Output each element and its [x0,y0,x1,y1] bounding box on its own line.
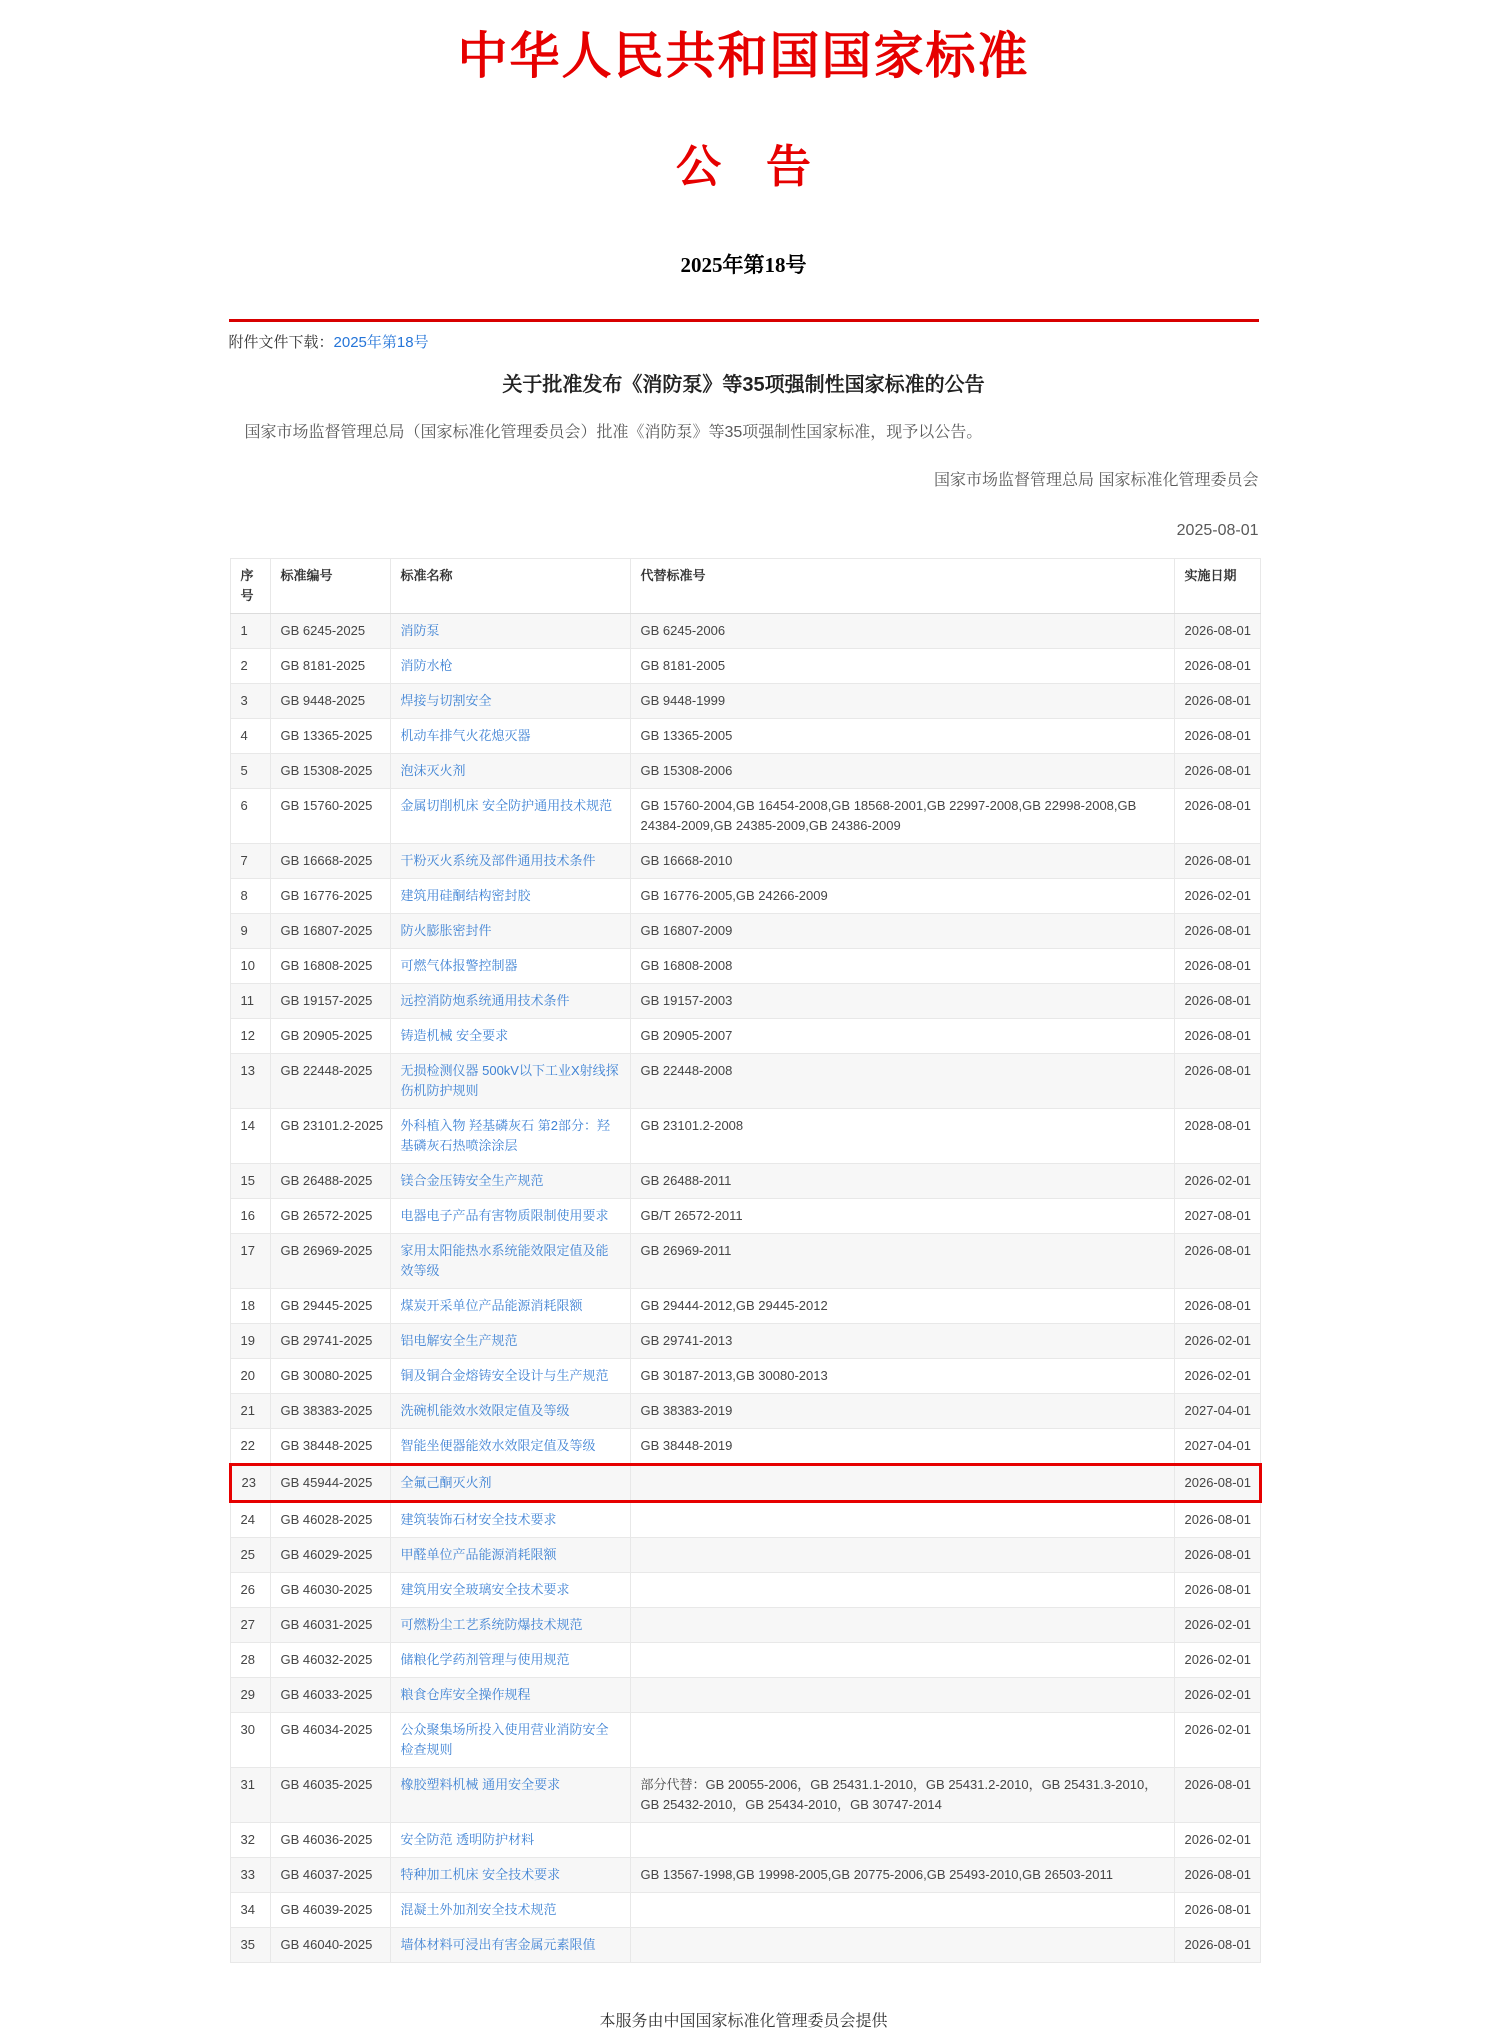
cell-implementation-date: 2027-04-01 [1174,1394,1260,1429]
cell-standard-name [390,614,630,649]
cell-seq: 7 [230,844,270,879]
cell-seq: 5 [230,754,270,789]
cell-implementation-date: 2026-02-01 [1174,1643,1260,1678]
cell-seq: 15 [230,1164,270,1199]
cell-replaced-standards: GB 16807-2009 [630,914,1174,949]
standard-name-link[interactable]: 防火膨胀密封件 [400,923,492,938]
cell-standard-code: GB 46033-2025 [270,1678,390,1713]
notice-heading: 关于批准发布《消防泵》等35项强制性国家标准的公告 [502,374,985,396]
table-row [230,1429,1260,1465]
cell-replaced-standards: GB 16668-2010 [630,844,1174,879]
cell-implementation-date: 2026-08-01 [1174,1502,1260,1538]
cell-standard-code: GB 16807-2025 [270,914,390,949]
standard-name-link[interactable]: 铸造机械 安全要求 [400,1028,509,1043]
cell-standard-code: GB 19157-2025 [270,984,390,1019]
cell-implementation-date: 2026-08-01 [1174,1465,1260,1502]
standard-name-link[interactable]: 无损检测仪器 500kV以下工业X射线探伤机防护规则 [400,1063,619,1098]
cell-replaced-standards: GB 9448-1999 [630,684,1174,719]
cell-standard-name [390,1465,630,1502]
cell-replaced-standards: GB 13365-2005 [630,719,1174,754]
cell-replaced-standards [630,1573,1174,1608]
cell-implementation-date: 2026-08-01 [1174,1054,1260,1109]
standard-name-link[interactable]: 橡胶塑料机械 通用安全要求 [400,1777,561,1792]
cell-replaced-standards: GB 29444-2012,GB 29445-2012 [630,1289,1174,1324]
cell-standard-code: GB 30080-2025 [270,1359,390,1394]
column-header-0: 序号 [230,559,270,614]
cell-seq: 17 [230,1234,270,1289]
cell-implementation-date: 2026-02-01 [1174,1678,1260,1713]
cell-seq: 2 [230,649,270,684]
cell-standard-name [390,1608,630,1643]
cell-seq: 20 [230,1359,270,1394]
standard-name-link[interactable]: 机动车排气火花熄灭器 [400,728,531,743]
cell-standard-name [390,649,630,684]
cell-standard-code: GB 9448-2025 [270,684,390,719]
cell-replaced-standards: 部分代替：GB 20055-2006，GB 25431.1-2010，GB 25431.2-2010，GB 25431.3-2010，GB 25432-2010，GB 25434-2010，GB 30747-2014 [630,1768,1174,1823]
cell-replaced-standards [630,1678,1174,1713]
cell-standard-name [390,844,630,879]
cell-standard-name [390,1768,630,1823]
attachment-download-line [229,333,1259,352]
cell-replaced-standards: GB 13567-1998,GB 19998-2005,GB 20775-2006,GB 25493-2010,GB 26503-2011 [630,1858,1174,1893]
cell-seq: 3 [230,684,270,719]
cell-replaced-standards [630,1465,1174,1502]
cell-implementation-date: 2027-04-01 [1174,1429,1260,1465]
attachment-label: 附件文件下载： [228,334,334,351]
cell-standard-code: GB 15760-2025 [270,789,390,844]
column-header-2: 标准名称 [390,559,630,614]
cell-standard-code: GB 15308-2025 [270,754,390,789]
cell-replaced-standards: GB 38383-2019 [630,1394,1174,1429]
announcement-page [229,0,1259,2033]
cell-seq: 34 [230,1893,270,1928]
standard-name-link[interactable]: 家用太阳能热水系统能效限定值及能效等级 [400,1243,609,1278]
table-row [230,1359,1260,1394]
cell-implementation-date: 2026-08-01 [1174,1573,1260,1608]
cell-standard-name [390,1234,630,1289]
table-row [230,789,1260,844]
cell-replaced-standards [630,1928,1174,1963]
cell-replaced-standards: GB 23101.2-2008 [630,1109,1174,1164]
table-row [230,879,1260,914]
cell-seq: 14 [230,1109,270,1164]
table-row-highlighted [230,1465,1260,1502]
table-row [230,754,1260,789]
cell-seq: 33 [230,1858,270,1893]
cell-implementation-date: 2026-08-01 [1174,949,1260,984]
announcement-date: 2025-08-01 [1176,522,1259,539]
table-row [230,1858,1260,1893]
cell-seq: 27 [230,1608,270,1643]
cell-standard-name [390,1573,630,1608]
cell-replaced-standards: GB 16808-2008 [630,949,1174,984]
table-row [230,1538,1260,1573]
table-row [230,1054,1260,1109]
cell-replaced-standards: GB 19157-2003 [630,984,1174,1019]
cell-implementation-date: 2026-02-01 [1174,1324,1260,1359]
cell-standard-code: GB 46035-2025 [270,1768,390,1823]
cell-standard-name [390,1019,630,1054]
cell-standard-name [390,1893,630,1928]
standard-name-link[interactable]: 焊接与切割安全 [400,693,492,708]
cell-standard-code: GB 22448-2025 [270,1054,390,1109]
standards-table [229,558,1262,1963]
cell-seq: 32 [230,1823,270,1858]
cell-replaced-standards: GB 22448-2008 [630,1054,1174,1109]
table-row [230,614,1260,649]
cell-standard-code: GB 46040-2025 [270,1928,390,1963]
cell-implementation-date: 2026-08-01 [1174,1928,1260,1963]
standard-name-link[interactable]: 全氟己酮灭火剂 [400,1475,492,1490]
standard-name-link[interactable]: 公众聚集场所投入使用营业消防安全检查规则 [400,1722,609,1757]
cell-replaced-standards: GB 6245-2006 [630,614,1174,649]
table-row [230,1893,1260,1928]
notice-body: 国家市场监督管理总局（国家标准化管理委员会）批准《消防泵》等35项强制性国家标准，现予以公告。 [244,424,983,441]
cell-implementation-date: 2026-08-01 [1174,789,1260,844]
cell-standard-code: GB 46039-2025 [270,1893,390,1928]
cell-seq: 10 [230,949,270,984]
cell-seq: 23 [230,1465,270,1502]
table-row [230,914,1260,949]
cell-seq: 21 [230,1394,270,1429]
cell-implementation-date: 2026-08-01 [1174,754,1260,789]
cell-implementation-date: 2026-08-01 [1174,1858,1260,1893]
standard-name-link[interactable]: 可燃粉尘工艺系统防爆技术规范 [400,1617,583,1632]
cell-implementation-date: 2026-08-01 [1174,1538,1260,1573]
table-row [230,949,1260,984]
cell-standard-name [390,1713,630,1768]
standard-name-link[interactable]: 混凝土外加剂安全技术规范 [400,1902,557,1917]
cell-implementation-date: 2026-08-01 [1174,614,1260,649]
table-row [230,1234,1260,1289]
table-row [230,1109,1260,1164]
cell-standard-name [390,1429,630,1465]
cell-standard-name [390,1054,630,1109]
column-header-1: 标准编号 [270,559,390,614]
cell-replaced-standards [630,1608,1174,1643]
table-row [230,1608,1260,1643]
cell-replaced-standards [630,1538,1174,1573]
table-row [230,1502,1260,1538]
table-row [230,1324,1260,1359]
cell-standard-code: GB 46029-2025 [270,1538,390,1573]
cell-standard-name [390,1109,630,1164]
attachment-link[interactable]: 2025年第18号 [333,334,429,351]
cell-standard-name [390,879,630,914]
cell-standard-code: GB 46028-2025 [270,1502,390,1538]
standard-name-link[interactable]: 干粉灭火系统及部件通用技术条件 [400,853,596,868]
cell-standard-code: GB 46032-2025 [270,1643,390,1678]
cell-standard-name [390,1289,630,1324]
cell-replaced-standards: GB 20905-2007 [630,1019,1174,1054]
standard-name-link[interactable]: 甲醛单位产品能源消耗限额 [400,1547,557,1562]
standard-name-link[interactable]: 粮食仓库安全操作规程 [400,1687,531,1702]
cell-standard-name [390,684,630,719]
cell-standard-code: GB 45944-2025 [270,1465,390,1502]
red-divider [229,319,1259,322]
cell-standard-name [390,1394,630,1429]
cell-replaced-standards: GB/T 26572-2011 [630,1199,1174,1234]
cell-replaced-standards [630,1643,1174,1678]
cell-seq: 12 [230,1019,270,1054]
cell-implementation-date: 2026-08-01 [1174,844,1260,879]
standard-name-link[interactable]: 外科植入物 羟基磷灰石 第2部分：羟基磷灰石热喷涂涂层 [400,1118,610,1153]
column-header-3: 代替标准号 [630,559,1174,614]
table-row [230,1573,1260,1608]
standard-name-link[interactable]: 建筑装饰石材安全技术要求 [400,1512,557,1527]
cell-standard-code: GB 46037-2025 [270,1858,390,1893]
cell-implementation-date: 2026-08-01 [1174,719,1260,754]
standard-name-link[interactable]: 建筑用硅酮结构密封胶 [400,888,531,903]
cell-replaced-standards: GB 29741-2013 [630,1324,1174,1359]
issue-number: 2025年第18号 [680,253,807,277]
standard-name-link[interactable]: 电器电子产品有害物质限制使用要求 [400,1208,609,1223]
cell-standard-name [390,1199,630,1234]
cell-seq: 18 [230,1289,270,1324]
footer-note: 本服务由中国国家标准化管理委员会提供 [599,2013,888,2030]
cell-seq: 26 [230,1573,270,1608]
standard-name-link[interactable]: 特种加工机床 安全技术要求 [400,1867,561,1882]
cell-seq: 6 [230,789,270,844]
standards-table-body [230,614,1260,1963]
cell-replaced-standards: GB 26969-2011 [630,1234,1174,1289]
table-row [230,649,1260,684]
table-row [230,1019,1260,1054]
table-header-row [230,559,1260,614]
cell-implementation-date: 2026-08-01 [1174,1234,1260,1289]
cell-implementation-date: 2026-02-01 [1174,1359,1260,1394]
standard-name-link[interactable]: 建筑用安全玻璃安全技术要求 [400,1582,570,1597]
cell-seq: 31 [230,1768,270,1823]
cell-standard-code: GB 29741-2025 [270,1324,390,1359]
table-row [230,1199,1260,1234]
cell-standard-code: GB 26488-2025 [270,1164,390,1199]
cell-standard-name [390,1678,630,1713]
cell-replaced-standards: GB 15760-2004,GB 16454-2008,GB 18568-2001,GB 22997-2008,GB 22998-2008,GB 24384-2009,GB 24385-2009,GB 24386-2009 [630,789,1174,844]
cell-standard-name [390,754,630,789]
table-row [230,1643,1260,1678]
cell-replaced-standards [630,1893,1174,1928]
cell-implementation-date: 2026-08-01 [1174,684,1260,719]
cell-seq: 19 [230,1324,270,1359]
cell-implementation-date: 2026-08-01 [1174,1768,1260,1823]
cell-seq: 22 [230,1429,270,1465]
cell-standard-code: GB 8181-2025 [270,649,390,684]
cell-standard-code: GB 20905-2025 [270,1019,390,1054]
cell-standard-name [390,1502,630,1538]
cell-implementation-date: 2027-08-01 [1174,1199,1260,1234]
cell-implementation-date: 2026-08-01 [1174,649,1260,684]
standard-name-link[interactable]: 铝电解安全生产规范 [400,1333,518,1348]
cell-standard-code: GB 46031-2025 [270,1608,390,1643]
cell-standard-name [390,949,630,984]
standard-name-link[interactable]: 金属切削机床 安全防护通用技术规范 [400,798,613,813]
cell-standard-name [390,1164,630,1199]
cell-standard-code: GB 16776-2025 [270,879,390,914]
cell-standard-name [390,1359,630,1394]
standard-name-link[interactable]: 储粮化学药剂管理与使用规范 [400,1652,570,1667]
cell-replaced-standards: GB 8181-2005 [630,649,1174,684]
cell-seq: 29 [230,1678,270,1713]
cell-seq: 30 [230,1713,270,1768]
cell-seq: 16 [230,1199,270,1234]
cell-standard-name [390,1858,630,1893]
column-header-4: 实施日期 [1174,559,1260,614]
cell-seq: 35 [230,1928,270,1963]
cell-replaced-standards: GB 30187-2013,GB 30080-2013 [630,1359,1174,1394]
cell-standard-code: GB 38383-2025 [270,1394,390,1429]
cell-replaced-standards [630,1502,1174,1538]
cell-standard-code: GB 38448-2025 [270,1429,390,1465]
cell-standard-code: GB 16668-2025 [270,844,390,879]
cell-seq: 4 [230,719,270,754]
cell-seq: 9 [230,914,270,949]
cell-implementation-date: 2026-08-01 [1174,1893,1260,1928]
standard-name-link[interactable]: 镁合金压铸安全生产规范 [400,1173,544,1188]
cell-standard-name [390,789,630,844]
cell-standard-name [390,1823,630,1858]
standard-name-link[interactable]: 泡沫灭火剂 [400,763,466,778]
cell-standard-code: GB 23101.2-2025 [270,1109,390,1164]
table-row [230,1768,1260,1823]
standard-name-link[interactable]: 铜及铜合金熔铸安全设计与生产规范 [400,1368,609,1383]
cell-implementation-date: 2026-02-01 [1174,1608,1260,1643]
cell-standard-code: GB 46034-2025 [270,1713,390,1768]
cell-standard-name [390,1928,630,1963]
document-title: 中华人民共和国国家标准 [457,28,1030,84]
table-row [230,844,1260,879]
standard-name-link[interactable]: 煤炭开采单位产品能源消耗限额 [400,1298,583,1313]
cell-implementation-date: 2028-08-01 [1174,1109,1260,1164]
cell-replaced-standards [630,1823,1174,1858]
standard-name-link[interactable]: 洗碗机能效水效限定值及等级 [400,1403,570,1418]
cell-standard-name [390,1538,630,1573]
cell-implementation-date: 2026-02-01 [1174,1823,1260,1858]
cell-seq: 24 [230,1502,270,1538]
document-subtitle: 公 告 [675,142,811,192]
cell-seq: 28 [230,1643,270,1678]
table-row [230,984,1260,1019]
cell-standard-name [390,1643,630,1678]
table-row [230,719,1260,754]
cell-implementation-date: 2026-08-01 [1174,1289,1260,1324]
cell-standard-name [390,1324,630,1359]
cell-standard-code: GB 46036-2025 [270,1823,390,1858]
standard-name-link[interactable]: 智能坐便器能效水效限定值及等级 [400,1438,596,1453]
table-row [230,1928,1260,1963]
standard-name-link[interactable]: 远控消防炮系统通用技术条件 [400,993,570,1008]
table-row [230,1164,1260,1199]
cell-implementation-date: 2026-08-01 [1174,914,1260,949]
cell-standard-name [390,914,630,949]
cell-seq: 1 [230,614,270,649]
cell-standard-code: GB 13365-2025 [270,719,390,754]
standard-name-link[interactable]: 可燃气体报警控制器 [400,958,518,973]
cell-standard-code: GB 29445-2025 [270,1289,390,1324]
cell-implementation-date: 2026-02-01 [1174,879,1260,914]
standard-name-link[interactable]: 安全防范 透明防护材料 [400,1832,535,1847]
cell-seq: 25 [230,1538,270,1573]
table-row [230,684,1260,719]
cell-replaced-standards: GB 15308-2006 [630,754,1174,789]
cell-standard-name [390,984,630,1019]
table-row [230,1289,1260,1324]
cell-seq: 13 [230,1054,270,1109]
cell-implementation-date: 2026-08-01 [1174,1019,1260,1054]
cell-seq: 8 [230,879,270,914]
cell-standard-code: GB 26969-2025 [270,1234,390,1289]
table-row [230,1394,1260,1429]
table-row [230,1713,1260,1768]
cell-replaced-standards: GB 38448-2019 [630,1429,1174,1465]
standard-name-link[interactable]: 墙体材料可浸出有害金属元素限值 [400,1937,596,1952]
cell-seq: 11 [230,984,270,1019]
cell-replaced-standards: GB 16776-2005,GB 24266-2009 [630,879,1174,914]
issuing-authority: 国家市场监督管理总局 国家标准化管理委员会 [934,472,1259,489]
cell-standard-code: GB 46030-2025 [270,1573,390,1608]
cell-replaced-standards [630,1713,1174,1768]
cell-standard-code: GB 26572-2025 [270,1199,390,1234]
table-row [230,1823,1260,1858]
cell-standard-code: GB 6245-2025 [270,614,390,649]
cell-replaced-standards: GB 26488-2011 [630,1164,1174,1199]
cell-implementation-date: 2026-02-01 [1174,1164,1260,1199]
cell-standard-name [390,719,630,754]
cell-implementation-date: 2026-02-01 [1174,1713,1260,1768]
standard-name-link[interactable]: 消防泵 [400,623,440,638]
standard-name-link[interactable]: 消防水枪 [400,658,453,673]
table-row [230,1678,1260,1713]
cell-standard-code: GB 16808-2025 [270,949,390,984]
cell-implementation-date: 2026-08-01 [1174,984,1260,1019]
